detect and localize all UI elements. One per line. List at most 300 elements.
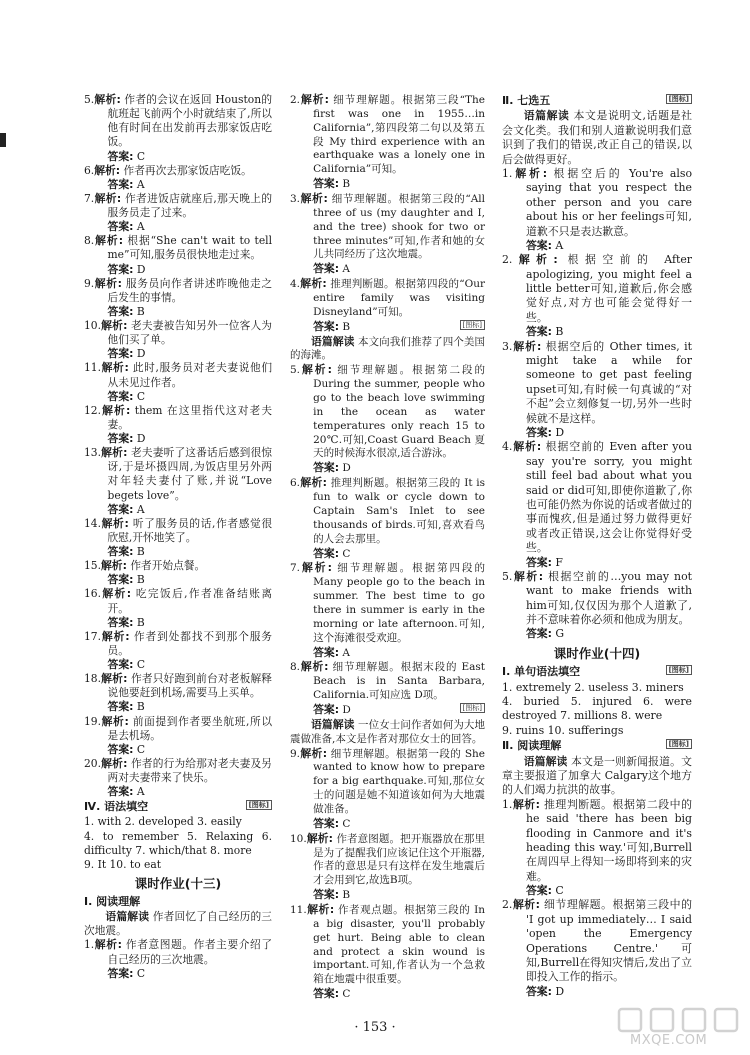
answer-label: 答案 <box>313 262 335 276</box>
answer-label: 答案 <box>107 785 130 799</box>
grammar-answer-line: 1. with 2. developed 3. easily <box>84 815 242 829</box>
answer-line <box>84 743 272 757</box>
answer-line <box>84 150 272 164</box>
label-colon: : <box>129 220 134 234</box>
explanation-item <box>290 476 485 546</box>
item-number: 12. <box>84 403 101 417</box>
explanation-text: 细节理解题。根据末段的 East Beach is in Santa Barbara, California.可知应选 D项。 <box>313 661 485 702</box>
explanation-item <box>290 561 485 645</box>
item-number: 6. <box>290 477 301 490</box>
explanation-text: 作者观点题。根据第三段的 In a big disaster, you'll probably get hurt. Being able to clean and protect a skin wound is important.可知,作者认为一个急救箱在地震中很重要。 <box>313 903 486 986</box>
label-colon: : <box>327 561 332 575</box>
label-colon: : <box>334 702 340 716</box>
explanation-item <box>290 903 485 987</box>
answer-label: 答案 <box>313 177 335 191</box>
item-number: 7. <box>290 562 301 575</box>
explanation-text: 推理判断题。根据第四段的“Our entire family was visiting Disneyland”可知。 <box>313 278 485 318</box>
label-colon: : <box>542 166 548 180</box>
answer-value: B <box>551 325 564 339</box>
explanation-label: 解析 <box>101 516 125 530</box>
label-colon: : <box>322 746 328 760</box>
label-colon: : <box>129 502 134 516</box>
section-heading <box>502 94 692 108</box>
item-number: 11. <box>290 903 307 916</box>
answer-label: 答案 <box>107 262 130 276</box>
explanation-item <box>84 404 272 432</box>
lesson-title: 课时作业(十四) <box>553 645 641 661</box>
answer-column-left <box>84 93 272 981</box>
label-colon: : <box>129 700 134 714</box>
answer-value: C <box>133 966 146 980</box>
explanation-text: 根据“She can't wait to tell me”可知,服务员很快地走过来。 <box>107 234 272 262</box>
explanation-label: 解析 <box>300 277 323 291</box>
answer-label: 答案 <box>313 888 335 902</box>
passage-summary <box>84 910 272 938</box>
label-colon: : <box>129 304 134 318</box>
explanation-label: 解析 <box>94 163 116 177</box>
answer-value: B <box>133 304 145 318</box>
explanation-text: 细节理解题。根据第二段的 During the summer, people who go to the beach love swimming in the ocean as water temperatures only reach 15 to 20℃.可知,Coast Guard Beach 夏天的时候海水很凉,适合游泳。 <box>313 364 486 460</box>
label-colon: : <box>129 658 134 671</box>
answer-label: 答案 <box>107 742 130 756</box>
explanation-label: 解析 <box>512 339 537 353</box>
passage-summary <box>502 755 692 798</box>
answer-line <box>502 556 692 570</box>
answer-label: 答案 <box>313 816 335 830</box>
answer-line <box>502 627 692 641</box>
answer-column-right <box>502 93 692 999</box>
answer-label: 答案 <box>107 177 130 191</box>
explanation-text: 作者到处都找不到那个服务员。 <box>107 629 272 657</box>
section-heading-text: Ⅰ. 单句语法填空 <box>502 665 581 679</box>
passage-summary-label: 语篇解读 <box>311 717 355 731</box>
answer-line <box>84 220 272 234</box>
answer-value: A <box>133 177 145 191</box>
answer-value: F <box>551 555 563 569</box>
explanation-text: 听了服务员的话,作者感觉很欣慰,开怀地笑了。 <box>107 516 273 544</box>
item-number: 1. <box>84 938 95 952</box>
answer-value: D <box>551 425 565 439</box>
explanation-label: 解析 <box>300 561 328 575</box>
answer-label: 答案 <box>313 461 335 475</box>
explanation-label: 解析 <box>512 253 554 267</box>
answer-value: B <box>339 320 351 333</box>
label-colon: : <box>125 629 130 643</box>
explanation-label: 解析 <box>300 363 328 377</box>
explanation-text: 老夫妻被告知另外一位客人为他们买了单。 <box>107 319 272 347</box>
answer-line <box>84 503 272 517</box>
answer-label: 答案 <box>107 304 130 318</box>
label-colon: : <box>547 555 552 569</box>
answer-line <box>290 646 485 661</box>
item-number: 9. <box>290 747 301 760</box>
answer-line <box>84 700 272 714</box>
explanation-item <box>290 747 485 817</box>
explanation-item <box>502 570 692 628</box>
explanation-text: 根据空前的…you may not want to make friends with him可知,仅仅因为那个人道歉了,并不意味着你必须和他成为朋友。 <box>525 569 692 627</box>
answer-label: 答案 <box>525 325 548 339</box>
answer-value: C <box>339 817 351 830</box>
explanation-text: 作者意图题。把开瓶器放在那里是为了提醒我们应该记住这个开瓶器,作者的意思是只有这样在发生地震后才会用到它,故选B项。 <box>313 832 485 887</box>
grammar-answer-line: 9. It 10. to eat <box>84 857 162 871</box>
label-colon: : <box>123 756 128 770</box>
explanation-item <box>502 898 692 984</box>
explanation-item <box>502 798 692 884</box>
explanation-item <box>84 757 272 785</box>
answer-line <box>502 239 692 253</box>
label-colon: : <box>129 742 134 756</box>
label-colon: : <box>129 615 134 629</box>
label-colon: : <box>334 262 340 276</box>
answer-value: D <box>339 462 351 475</box>
grammar-answer-line: 9. ruins 10. sufferings <box>502 723 624 737</box>
section-tag-icon: [图标] <box>666 739 692 749</box>
section-tag-icon: [图标] <box>460 320 485 330</box>
explanation-text: 吃完饭后,作者准备结账离开。 <box>107 587 273 615</box>
answer-value: B <box>133 615 145 629</box>
explanation-item <box>84 319 272 347</box>
explanation-text: 根据空前的 After apologizing, you might feel a little better可知,道歉后,你会感觉好点,对方也可能会觉得好一些。 <box>525 253 693 324</box>
explanation-text: 根据空前的 Even after you say you're sorry, you might still feel bad about what you said or did可知,即使你道歉了,你也可能仍然为你说的话或者做过的事而愧疚,但是通过努力做得更好或者改正错误,这会让你觉得好受些。 <box>525 440 693 555</box>
answer-line <box>84 305 272 319</box>
answer-line <box>84 658 272 672</box>
explanation-label: 解析 <box>512 797 536 811</box>
answer-label: 答案 <box>525 555 548 569</box>
explanation-label: 解析 <box>512 166 543 180</box>
label-colon: : <box>334 319 340 333</box>
explanation-text: 作者的行为给那对老夫妻及另两对夫妻带来了快乐。 <box>107 756 272 784</box>
explanation-text: 细节理解题。根据第三段中的 'I got up immediately… I said 'open the Emergency Operations Centre.'可知,Burrell在得知灾情后,发出了立即投入工作的指示。 <box>525 898 693 984</box>
label-colon: : <box>118 234 124 248</box>
item-number: 2. <box>502 898 513 912</box>
explanation-item <box>84 938 272 966</box>
label-colon: : <box>124 714 129 728</box>
passage-summary-text: 一位女士问作者如何为大地震做准备,本文是作者对那位女士的回答。 <box>290 718 486 745</box>
lesson-title: 课时作业(十三) <box>134 875 222 891</box>
answer-value: A <box>133 502 145 516</box>
explanation-item <box>290 192 485 262</box>
explanation-item <box>84 559 272 573</box>
explanation-item <box>84 361 272 389</box>
explanation-item <box>502 167 692 239</box>
explanation-text: 作者再次去那家饭店吃饭。 <box>120 163 252 177</box>
explanation-item <box>84 672 272 700</box>
explanation-label: 解析 <box>101 629 126 643</box>
label-colon: : <box>538 569 544 583</box>
label-colon: : <box>129 389 134 403</box>
explanation-label: 解析 <box>512 440 537 454</box>
answer-value: A <box>133 220 145 234</box>
answer-value: A <box>133 785 145 799</box>
explanation-item <box>84 630 272 658</box>
answer-line <box>290 703 485 718</box>
explanation-text: 细节理解题。根据第四段的 Many people go to the beach in summer. The best time to go there in summer is early in the morning or late afternoon.可知,这个海滩很受欢迎。 <box>313 562 486 644</box>
label-colon: : <box>334 461 340 475</box>
explanation-label: 解析 <box>101 587 127 601</box>
label-colon: : <box>547 884 552 898</box>
explanation-item <box>84 517 272 545</box>
label-colon: : <box>129 545 134 558</box>
explanation-label: 解析 <box>101 756 124 770</box>
answer-line <box>84 785 272 799</box>
item-number: 3. <box>290 193 301 206</box>
answer-value: D <box>551 984 565 998</box>
passage-summary-label: 语篇解读 <box>311 334 355 348</box>
label-colon: : <box>124 361 129 375</box>
explanation-text: 作者只好跑到前台对老板解释说他要赶到机场,需要马上买单。 <box>107 672 272 700</box>
label-colon: : <box>327 363 332 377</box>
answer-label: 答案 <box>525 425 548 439</box>
answer-line <box>84 573 272 587</box>
answer-value: C <box>339 988 351 1001</box>
explanation-label: 解析 <box>94 191 117 205</box>
label-colon: : <box>123 446 128 460</box>
answer-value: A <box>339 646 350 659</box>
label-colon: : <box>129 432 134 445</box>
explanation-item <box>84 164 272 178</box>
explanation-text: 老夫妻听了这番话后感到很惊讶,于是坏摄四周,为饭店里另外两对年轻夫妻付了账,并说“Love begets love”。 <box>107 446 272 502</box>
explanation-text: 作者开始点餐。 <box>126 559 206 573</box>
explanation-item <box>502 340 692 426</box>
explanation-label: 解析 <box>101 319 124 332</box>
answer-value: D <box>339 703 351 716</box>
explanation-item <box>502 253 692 325</box>
explanation-item <box>290 277 485 320</box>
item-number: 15. <box>84 559 101 573</box>
item-number: 11. <box>84 361 101 375</box>
answer-line <box>290 177 485 192</box>
label-colon: : <box>535 797 540 811</box>
watermark-text: MXQE.COM <box>630 1033 708 1048</box>
answer-line <box>290 547 485 562</box>
label-colon: : <box>536 339 542 353</box>
explanation-item <box>84 192 272 220</box>
label-colon: : <box>323 192 328 206</box>
item-number: 4. <box>502 440 513 454</box>
label-colon: : <box>547 238 552 252</box>
answer-line <box>84 545 272 559</box>
answer-line <box>502 884 692 898</box>
grammar-answer-line: 1. extremely 2. useless 3. miners <box>502 680 684 694</box>
label-colon: : <box>322 277 327 291</box>
answer-label: 答案 <box>313 987 335 1001</box>
item-number: 19. <box>84 714 101 728</box>
explanation-item <box>84 587 272 615</box>
passage-summary-text: 本文向我们推荐了四个美国的海滩。 <box>290 335 486 362</box>
explanation-item <box>84 93 272 150</box>
item-number: 8. <box>290 661 301 674</box>
label-colon: : <box>547 627 552 641</box>
label-colon: : <box>334 987 340 1001</box>
passage-summary-text: 本文是说明文,话题是社会文化类。我们和别人道歉说明我们意识到了我们的错误,改正自己的错误,以后会做得更好。 <box>502 109 692 166</box>
label-colon: : <box>334 816 340 830</box>
item-number: 17. <box>84 629 101 643</box>
answer-value: B <box>339 178 351 191</box>
answer-value: C <box>551 884 564 898</box>
answer-line <box>84 347 272 361</box>
label-colon: : <box>329 902 335 916</box>
label-colon: : <box>334 888 340 902</box>
answer-value: C <box>133 149 146 163</box>
item-number: 13. <box>84 446 101 460</box>
explanation-text: 此时,服务员对老夫妻说他们从未见过作者。 <box>107 361 273 389</box>
explanation-item <box>84 446 272 503</box>
explanation-label: 解析 <box>94 938 118 952</box>
explanation-item <box>290 93 485 177</box>
section-heading <box>84 800 272 814</box>
explanation-text: 推理判断题。根据第三段的 It is fun to walk or cycle down to Captain Sam's Inlet to see thousands of birds.可知,喜欢看鸟的人会去那里。 <box>313 477 485 545</box>
label-colon: : <box>116 93 121 106</box>
section-tag-icon: [图标] <box>246 800 272 810</box>
answer-label: 答案 <box>525 627 548 641</box>
explanation-text: 前面提到作者要坐航班,所以是去机场。 <box>107 714 273 742</box>
passage-summary <box>290 718 485 747</box>
explanation-item <box>290 363 485 461</box>
label-colon: : <box>547 425 552 439</box>
passage-summary-label: 语篇解读 <box>105 910 150 924</box>
page-number: · 153 · <box>354 1020 396 1035</box>
answer-column-middle <box>290 93 485 1002</box>
label-colon: : <box>116 191 122 205</box>
explanation-label: 解析 <box>300 746 323 760</box>
answer-value: D <box>133 347 146 361</box>
answer-line <box>84 263 272 277</box>
explanation-text: them 在这里指代这对老夫妻。 <box>107 403 273 431</box>
label-colon: : <box>123 672 128 686</box>
section-heading <box>502 739 692 753</box>
section-heading-text: Ⅰ. 阅读理解 <box>84 895 141 908</box>
explanation-label: 解析 <box>94 276 118 290</box>
answer-line <box>502 325 692 339</box>
explanation-label: 解析 <box>101 361 125 375</box>
passage-summary <box>502 109 692 167</box>
explanation-label: 解析 <box>94 93 117 106</box>
answer-value: C <box>133 742 146 756</box>
item-number: 8. <box>84 234 95 248</box>
answer-label: 答案 <box>107 149 130 163</box>
item-number: 5. <box>84 93 95 106</box>
explanation-text: 细节理解题。根据第三段的“All three of us (my daughter and I, and the tree) shook for two or three minutes”可知,作者和她的女儿共同经历了这次地震。 <box>313 193 485 261</box>
label-colon: : <box>117 276 122 290</box>
label-colon: : <box>129 966 134 980</box>
label-colon: : <box>129 785 134 799</box>
explanation-label: 解析 <box>512 898 536 912</box>
explanation-label: 解析 <box>101 559 123 573</box>
explanation-item <box>84 715 272 743</box>
answer-label: 答案 <box>313 319 335 333</box>
label-colon: : <box>129 149 134 163</box>
answer-label: 答案 <box>313 546 335 560</box>
label-colon: : <box>334 177 340 191</box>
label-colon: : <box>328 831 333 845</box>
explanation-item <box>502 440 692 555</box>
answer-value: B <box>133 573 145 587</box>
label-colon: : <box>115 163 121 177</box>
answer-label: 答案 <box>525 238 548 252</box>
passage-summary-text: 作者回忆了自己经历的三次地震。 <box>84 910 272 938</box>
explanation-label: 解析 <box>300 660 325 674</box>
grammar-answer-line: 4. to remember 5. Relaxing 6. difficulty 7. which/that 8. more <box>84 829 272 857</box>
label-colon: : <box>535 898 540 912</box>
item-number: 1. <box>502 797 513 811</box>
grammar-answer-line: 4. buried 5. injured 6. were destroyed 7. millions 8. were <box>502 695 692 723</box>
label-colon: : <box>129 347 134 361</box>
answer-label: 答案 <box>525 884 548 898</box>
label-colon: : <box>125 403 131 417</box>
explanation-item <box>290 660 485 703</box>
label-colon: : <box>553 253 558 267</box>
answer-line <box>84 178 272 192</box>
answer-label: 答案 <box>313 645 335 659</box>
item-number: 3. <box>502 339 513 353</box>
answer-line <box>84 616 272 630</box>
item-number: 16. <box>84 587 101 601</box>
item-number: 10. <box>290 832 307 845</box>
label-colon: : <box>129 177 134 191</box>
answer-label: 答案 <box>107 347 130 361</box>
answer-value: A <box>339 263 350 276</box>
label-colon: : <box>334 546 340 560</box>
explanation-text: 根据空后的 You're also saying that you respect the other person and you care about his or her feelings可知,道歉不只是表达歉意。 <box>525 166 692 238</box>
explanation-label: 解析 <box>101 403 126 417</box>
item-number: 2. <box>290 94 301 106</box>
section-tag-icon: [图标] <box>460 703 485 713</box>
answer-value: C <box>339 547 351 560</box>
item-number: 1. <box>502 166 513 180</box>
answer-label: 答案 <box>313 702 335 716</box>
answer-label: 答案 <box>107 432 130 445</box>
item-number: 10. <box>84 319 101 332</box>
answer-label: 答案 <box>107 220 130 234</box>
answer-line <box>290 461 485 476</box>
answer-label: 答案 <box>107 966 130 980</box>
answer-line <box>290 888 485 903</box>
explanation-text: 根据空后的 Other times, it might take a while for someone to get past feeling upset可知,有时候一句真诚的“对不起”会立刻修复一切,另外一些时候就不是这样。 <box>525 339 692 425</box>
section-tag-icon: [图标] <box>666 665 692 675</box>
label-colon: : <box>124 516 129 530</box>
explanation-text: 作者进饭店就座后,那天晚上的服务员走了过来。 <box>107 191 273 219</box>
explanation-label: 解析 <box>101 672 124 686</box>
explanation-item <box>290 832 485 888</box>
explanation-label: 解析 <box>300 192 324 206</box>
answer-label: 答案 <box>107 502 130 516</box>
explanation-label: 解析 <box>512 569 539 583</box>
explanation-text: 细节理解题。根据第三段“The first was one in 1955…in California”,第四段第二句以及第五段 My third experience with an earthquake was a lonely one in California”可知。 <box>313 94 486 176</box>
label-colon: : <box>123 319 128 332</box>
item-number: 14. <box>84 516 101 530</box>
label-colon: : <box>547 984 552 998</box>
item-number: 18. <box>84 672 101 686</box>
explanation-label: 解析 <box>101 446 124 460</box>
answer-label: 答案 <box>107 615 130 629</box>
label-colon: : <box>324 93 329 106</box>
answer-line <box>290 987 485 1002</box>
explanation-text: 推理判断题。根据第二段中的 he said 'there has been big flooding in Canmore and it's heading this way.'可知,Burrell在周四早上得知一场即将到来的灾难。 <box>525 797 693 883</box>
explanation-label: 解析 <box>94 234 119 248</box>
label-colon: : <box>547 325 552 339</box>
answer-value: A <box>551 238 564 252</box>
answer-value: B <box>133 700 145 714</box>
label-colon: : <box>117 938 122 952</box>
answer-line <box>84 390 272 404</box>
explanation-item <box>84 277 272 305</box>
passage-summary-text: 本文是一则新闻报道。文章主要报道了加拿大 Calgary这个地方的人们竭力抗洪的故事。 <box>502 754 692 797</box>
answer-line <box>84 432 272 446</box>
passage-summary-label: 语篇解读 <box>523 109 570 123</box>
explanation-text: 作者的会议在返回 Houston的航班起飞前两个小时就结束了,所以他有时间在出发前再去那家饭店吃饭。 <box>107 93 273 149</box>
answer-value: B <box>133 545 145 558</box>
item-number: 6. <box>84 163 95 177</box>
